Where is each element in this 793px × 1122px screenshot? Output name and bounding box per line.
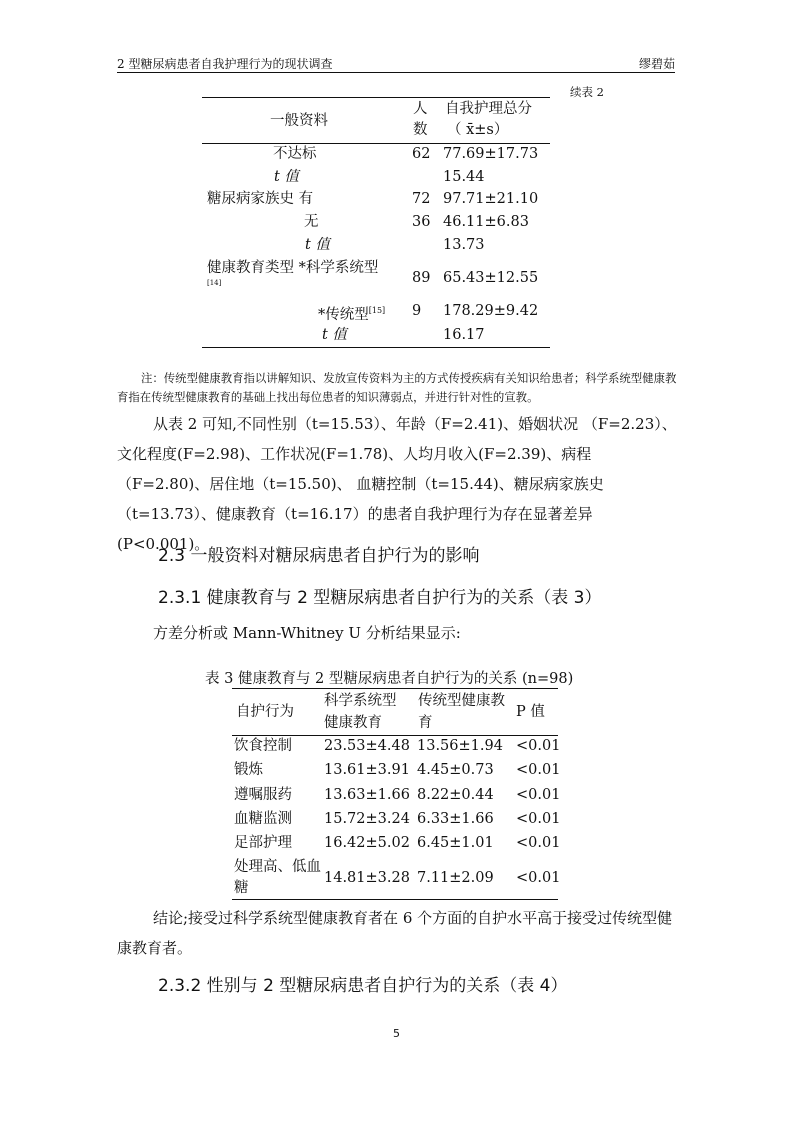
table-head-general: 一般资料 <box>270 113 328 129</box>
table-row-label: 不达标 <box>273 146 317 162</box>
table-row-score: 15.44 <box>443 169 485 185</box>
table-row-name: 遵嘱服药 <box>234 787 292 803</box>
table-row-n: 36 <box>412 214 431 230</box>
table-row-p: <0.01 <box>516 762 561 778</box>
table-row-score: 46.11±6.83 <box>443 214 529 230</box>
table-row-label: 健康教育类型 *科学系统型 <box>207 260 379 276</box>
table-row-n: 72 <box>412 191 431 207</box>
table-note: 注：传统型健康教育指以讲解知识、发放宣传资料为主的方式传授疾病有关知识给患者；科学系统型健康教育指在传统型健康教育的基础上找出每位患者的知识薄弱点，并进行针对性的宣教。 <box>117 371 677 404</box>
table-row-score: 77.69±17.73 <box>443 146 539 162</box>
header-divider <box>117 72 675 73</box>
table-row-ref: [14] <box>207 279 222 287</box>
section-heading-2-3-1: 2.3.1 健康教育与 2 型糖尿病患者自护行为的关系（表 3） <box>158 588 602 608</box>
table-head-score-1: 自我护理总分 <box>445 101 532 117</box>
table-row-score: 65.43±12.55 <box>443 270 539 286</box>
table-row-traditional: 4.45±0.73 <box>417 762 494 778</box>
table-head-scientific-1: 科学系统型 <box>324 693 397 709</box>
page-number: 5 <box>393 1027 400 1040</box>
paragraph-conclusion: 结论;接受过科学系统型健康教育者在 6 个方面的自护水平高于接受过传统型健康教育者。 <box>117 909 673 957</box>
table-row-score: 97.71±21.10 <box>443 191 539 207</box>
table-head-count-1: 人 <box>413 101 428 117</box>
table-row-label: 无 <box>304 214 319 230</box>
running-header-author: 缪碧茹 <box>638 57 675 71</box>
table-row-scientific: 23.53±4.48 <box>324 738 410 754</box>
table-row-name: 血糖监测 <box>234 811 292 827</box>
table-row-scientific: 13.63±1.66 <box>324 787 410 803</box>
table-row-score: 16.17 <box>443 327 485 343</box>
table-row-label: 糖尿病家族史 有 <box>207 191 314 207</box>
paragraph-analysis-method: 方差分析或 Mann-Whitney U 分析结果显示: <box>153 624 461 642</box>
table-row-label: *传统型[15] <box>318 306 386 323</box>
table-row-name: 处理高、低血 <box>234 859 321 875</box>
table-row-scientific: 14.81±3.28 <box>324 870 410 886</box>
table-caption: 表 3 健康教育与 2 型糖尿病患者自护行为的关系 (n=98) <box>205 671 574 687</box>
table-row-p: <0.01 <box>516 835 561 851</box>
table-row-traditional: 6.45±1.01 <box>417 835 494 851</box>
table-row-traditional: 13.56±1.94 <box>417 738 503 754</box>
table-head-behavior: 自护行为 <box>236 704 294 720</box>
table-row-name-cont: 糖 <box>234 880 249 896</box>
table-head-rule <box>232 735 558 736</box>
table-row-scientific: 13.61±3.91 <box>324 762 410 778</box>
paragraph-table2-summary: 从表 2 可知,不同性别（t=15.53）、年龄（F=2.41)、婚姻状况 （F=2.23）、文化程度(F=2.98)、工作状况(F=1.78)、人均月收入(F=2.39)、病程 （F=2.80)、居住地（t=15.50)、 血糖控制（t=15.44)、糖尿病家族史（t=13.73）、健康教育（t=16.17）的患者自我护理行为存在显著差异 (P<0.001)。 <box>117 415 677 553</box>
table-row-label: t 值 <box>305 237 330 253</box>
table-continued-label: 续表 2 <box>570 85 604 99</box>
table-row-n: 62 <box>412 146 431 162</box>
table-head-rule <box>202 143 550 144</box>
section-heading-2-3: 2.3 一般资料对糖尿病患者自护行为的影响 <box>158 546 480 566</box>
running-header-title: 2 型糖尿病患者自我护理行为的现状调查 <box>117 57 333 71</box>
table-row-score: 178.29±9.42 <box>443 303 539 319</box>
table-top-rule <box>202 97 550 98</box>
table-row-n: 9 <box>412 303 422 319</box>
table-bottom-rule <box>232 899 558 900</box>
table-head-count-2: 数 <box>413 122 428 138</box>
table-row-name: 锻炼 <box>234 762 263 778</box>
table-row-name: 饮食控制 <box>234 738 292 754</box>
table-head-traditional-2: 育 <box>418 715 433 731</box>
table-head-score-2: （ x̄±s） <box>447 122 509 138</box>
table-head-traditional-1: 传统型健康教 <box>418 693 505 709</box>
table-row-traditional: 7.11±2.09 <box>417 870 494 886</box>
table-head-scientific-2: 健康教育 <box>324 715 382 731</box>
table-row-p: <0.01 <box>516 787 561 803</box>
table-row-scientific: 16.42±5.02 <box>324 835 410 851</box>
table-row-n: 89 <box>412 270 431 286</box>
table-row-label: t 值 <box>274 169 299 185</box>
table-top-rule <box>232 688 558 689</box>
section-heading-2-3-2: 2.3.2 性别与 2 型糖尿病患者自护行为的关系（表 4） <box>158 976 568 996</box>
table-head-p-value: P 值 <box>516 704 545 720</box>
table-row-scientific: 15.72±3.24 <box>324 811 410 827</box>
table-row-traditional: 6.33±1.66 <box>417 811 494 827</box>
table-row-score: 13.73 <box>443 237 485 253</box>
table-row-p: <0.01 <box>516 870 561 886</box>
table-row-traditional: 8.22±0.44 <box>417 787 494 803</box>
table-row-label: t 值 <box>322 327 347 343</box>
table-bottom-rule <box>202 347 550 348</box>
table-row-p: <0.01 <box>516 811 561 827</box>
table-row-p: <0.01 <box>516 738 561 754</box>
table-row-name: 足部护理 <box>234 835 292 851</box>
